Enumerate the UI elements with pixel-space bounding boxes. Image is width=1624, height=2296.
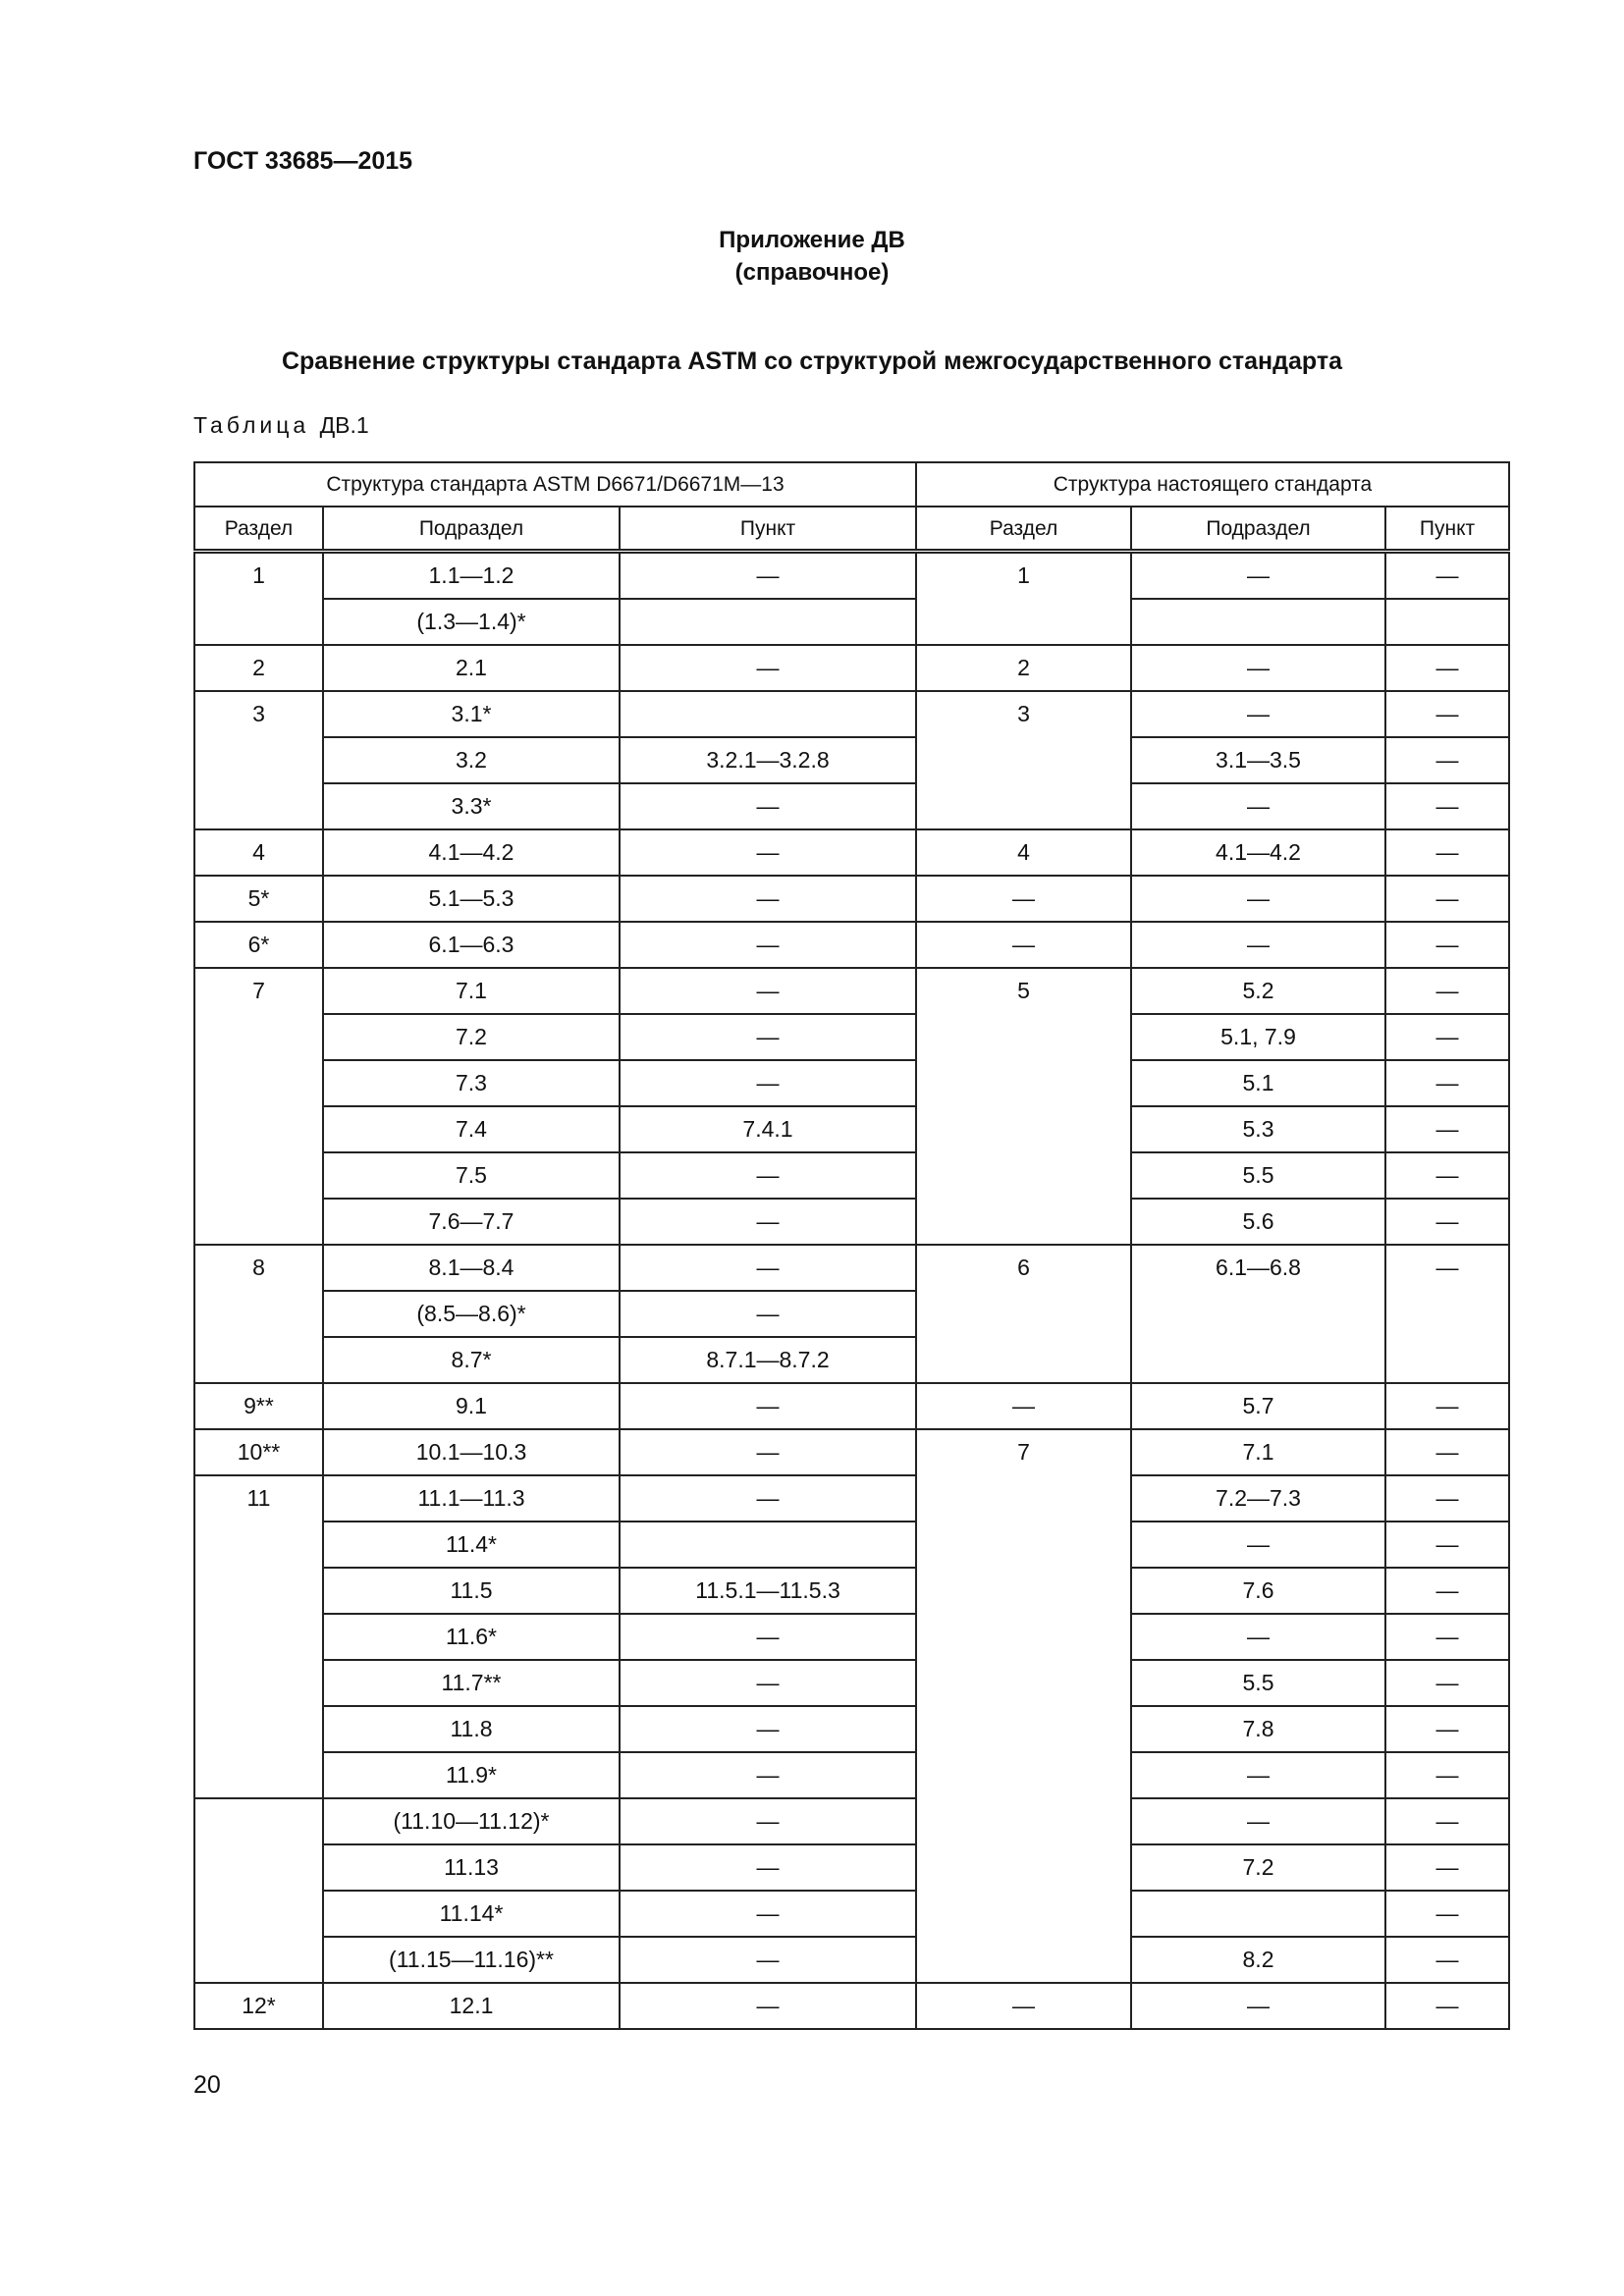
- table-cell: 7.5: [323, 1152, 620, 1199]
- table-row: [194, 1014, 1509, 1060]
- table-cell: —: [1385, 1614, 1509, 1660]
- table-cell: 3.2.1—3.2.8: [620, 737, 916, 783]
- group-header-current: Структура настоящего стандарта: [916, 462, 1509, 507]
- table-cell: 8.1—8.4: [323, 1245, 620, 1291]
- table-cell: [194, 1798, 323, 1983]
- table-row: [194, 1245, 1509, 1291]
- col-header: Пункт: [620, 507, 916, 552]
- table-caption-number: ДВ.1: [319, 412, 369, 438]
- table-cell: —: [620, 968, 916, 1014]
- table-cell: —: [620, 1891, 916, 1937]
- table-cell: —: [620, 1245, 916, 1291]
- table-cell: (8.5—8.6)*: [323, 1291, 620, 1337]
- table-row: [194, 1106, 1509, 1152]
- table-row: [194, 1660, 1509, 1706]
- table-cell: —: [1385, 552, 1509, 600]
- table-row: [194, 1475, 1509, 1522]
- table-cell: —: [620, 1614, 916, 1660]
- table-cell: (11.10—11.12)*: [323, 1798, 620, 1844]
- table-cell: —: [1385, 1937, 1509, 1983]
- table-row: [194, 1152, 1509, 1199]
- table-cell: —: [620, 1798, 916, 1844]
- table-cell: [620, 1522, 916, 1568]
- section-title: Сравнение структуры стандарта ASTM со структурой межгосударственного стандарта: [281, 347, 1342, 375]
- table-cell: (11.15—11.16)**: [323, 1937, 620, 1983]
- table-cell: —: [1385, 1060, 1509, 1106]
- table-cell: —: [1385, 829, 1509, 876]
- table-cell: —: [620, 645, 916, 691]
- table-cell: 10**: [194, 1429, 323, 1475]
- table-cell: —: [1385, 1660, 1509, 1706]
- table-cell: —: [620, 552, 916, 600]
- table-row: [194, 829, 1509, 876]
- table-cell: —: [1131, 1614, 1385, 1660]
- table-cell: 11.6*: [323, 1614, 620, 1660]
- table-cell: 5.2: [1131, 968, 1385, 1014]
- table-cell: 1: [194, 552, 323, 646]
- table-cell: 1: [916, 552, 1131, 646]
- table-row: [194, 552, 1509, 600]
- table-row: [194, 1937, 1509, 1983]
- table-cell: —: [1385, 645, 1509, 691]
- table-cell: 5.1: [1131, 1060, 1385, 1106]
- table-cell: 5.5: [1131, 1152, 1385, 1199]
- table-row: [194, 1983, 1509, 2029]
- table-cell: —: [1385, 1844, 1509, 1891]
- table-cell: —: [1131, 1522, 1385, 1568]
- table-cell: [620, 599, 916, 645]
- table-cell: 3.3*: [323, 783, 620, 829]
- table-cell: —: [620, 783, 916, 829]
- table-cell: 3: [194, 691, 323, 829]
- table-cell: 7.4.1: [620, 1106, 916, 1152]
- table-cell: 8.2: [1131, 1937, 1385, 1983]
- table-cell: —: [1385, 1798, 1509, 1844]
- table-cell: —: [1385, 1199, 1509, 1245]
- table-cell: —: [1385, 691, 1509, 737]
- table-row: [194, 1844, 1509, 1891]
- table-cell: —: [1385, 1475, 1509, 1522]
- table-cell: 4.1—4.2: [1131, 829, 1385, 876]
- table-cell: 7: [916, 1429, 1131, 1983]
- table-cell: —: [620, 1291, 916, 1337]
- table-cell: 5.5: [1131, 1660, 1385, 1706]
- table-row: [194, 1706, 1509, 1752]
- table-cell: —: [1385, 1706, 1509, 1752]
- document-code: ГОСТ 33685—2015: [193, 147, 413, 175]
- table-cell: —: [1385, 737, 1509, 783]
- table-cell: 9.1: [323, 1383, 620, 1429]
- table-cell: 2: [916, 645, 1131, 691]
- table-cell: 11.4*: [323, 1522, 620, 1568]
- table-cell: —: [1385, 1752, 1509, 1798]
- table-cell: —: [1131, 1983, 1385, 2029]
- table-cell: —: [1131, 645, 1385, 691]
- table-cell: 3.1*: [323, 691, 620, 737]
- table-cell: —: [1131, 691, 1385, 737]
- table-cell: —: [1385, 1891, 1509, 1937]
- table-cell: 11.8: [323, 1706, 620, 1752]
- table-cell: —: [620, 829, 916, 876]
- table-cell: 5.7: [1131, 1383, 1385, 1429]
- table-row: [194, 1429, 1509, 1475]
- table-cell: —: [620, 876, 916, 922]
- table-cell: 11.9*: [323, 1752, 620, 1798]
- table-cell: 7.6—7.7: [323, 1199, 620, 1245]
- col-header: Подраздел: [1131, 507, 1385, 552]
- table-cell: —: [1385, 1983, 1509, 2029]
- table-cell: 11.13: [323, 1844, 620, 1891]
- table-cell: 4: [916, 829, 1131, 876]
- table-cell: —: [1131, 1798, 1385, 1844]
- table-cell: 8: [194, 1245, 323, 1383]
- table-cell: (1.3—1.4)*: [323, 599, 620, 645]
- table-cell: 5: [916, 968, 1131, 1245]
- table-row: [194, 1060, 1509, 1106]
- group-header-astm: Структура стандарта ASTM D6671/D6671M—13: [194, 462, 916, 507]
- table-cell: 7.8: [1131, 1706, 1385, 1752]
- table-cell: —: [1131, 552, 1385, 600]
- table-cell: [1385, 599, 1509, 645]
- table-cell: 11.1—11.3: [323, 1475, 620, 1522]
- table-cell: —: [1385, 1106, 1509, 1152]
- table-cell: —: [1385, 1152, 1509, 1199]
- table-cell: —: [1385, 1014, 1509, 1060]
- table-cell: 8.7.1—8.7.2: [620, 1337, 916, 1383]
- table-cell: —: [1385, 968, 1509, 1014]
- table-cell: —: [1385, 1522, 1509, 1568]
- table-caption-word: Таблица: [193, 412, 310, 438]
- table-cell: 6.1—6.8: [1131, 1245, 1385, 1383]
- table-cell: 10.1—10.3: [323, 1429, 620, 1475]
- table-cell: —: [1385, 783, 1509, 829]
- table-cell: —: [620, 1660, 916, 1706]
- table-row: [194, 1568, 1509, 1614]
- table-cell: 6*: [194, 922, 323, 968]
- table-cell: 12.1: [323, 1983, 620, 2029]
- table-cell: —: [916, 1983, 1131, 2029]
- table-cell: 7.2: [1131, 1844, 1385, 1891]
- table-cell: 7.1: [1131, 1429, 1385, 1475]
- annex-subtitle: (справочное): [734, 259, 890, 286]
- table-row: [194, 691, 1509, 737]
- table-cell: —: [1385, 922, 1509, 968]
- table-cell: [1131, 1891, 1385, 1937]
- table-cell: 12*: [194, 1983, 323, 2029]
- table-cell: 1.1—1.2: [323, 552, 620, 600]
- table-cell: 5.6: [1131, 1199, 1385, 1245]
- table-cell: —: [620, 1475, 916, 1522]
- table-cell: —: [1385, 1245, 1509, 1383]
- table-row: [194, 645, 1509, 691]
- col-header: Раздел: [194, 507, 323, 552]
- table-cell: —: [620, 1983, 916, 2029]
- table-cell: —: [620, 922, 916, 968]
- table-cell: [1131, 599, 1385, 645]
- table-row: [194, 599, 1509, 645]
- table-cell: 11.14*: [323, 1891, 620, 1937]
- table-cell: —: [620, 1844, 916, 1891]
- page-number: 20: [193, 2071, 221, 2099]
- table-cell: 7.4: [323, 1106, 620, 1152]
- table-cell: —: [1131, 922, 1385, 968]
- table-row: [194, 922, 1509, 968]
- table-cell: 6: [916, 1245, 1131, 1383]
- table-cell: —: [620, 1199, 916, 1245]
- table-cell: —: [1131, 783, 1385, 829]
- table-cell: 7.6: [1131, 1568, 1385, 1614]
- table-cell: 11.5.1—11.5.3: [620, 1568, 916, 1614]
- annex-title: Приложение ДВ: [719, 227, 905, 253]
- table-cell: —: [1131, 1752, 1385, 1798]
- table-cell: 3: [916, 691, 1131, 829]
- table-cell: —: [1385, 1383, 1509, 1429]
- table-row: [194, 1614, 1509, 1660]
- table-cell: —: [1385, 1568, 1509, 1614]
- table-cell: —: [916, 1383, 1131, 1429]
- table-cell: 7.2: [323, 1014, 620, 1060]
- comparison-table: [193, 461, 1510, 2030]
- table-cell: 3.1—3.5: [1131, 737, 1385, 783]
- table-cell: 4: [194, 829, 323, 876]
- table-cell: 2: [194, 645, 323, 691]
- table-cell: 11.5: [323, 1568, 620, 1614]
- col-header: Пункт: [1385, 507, 1509, 552]
- table-cell: —: [620, 1014, 916, 1060]
- table-cell: 5*: [194, 876, 323, 922]
- table-row: [194, 783, 1509, 829]
- table-row: [194, 1522, 1509, 1568]
- table-row: [194, 1752, 1509, 1798]
- table-cell: —: [620, 1060, 916, 1106]
- table-cell: —: [1385, 1429, 1509, 1475]
- table-cell: 11: [194, 1475, 323, 1798]
- table-row: [194, 1383, 1509, 1429]
- table-cell: —: [916, 922, 1131, 968]
- table-cell: 9**: [194, 1383, 323, 1429]
- table-cell: 11.7**: [323, 1660, 620, 1706]
- col-header: Раздел: [916, 507, 1131, 552]
- table-cell: 2.1: [323, 645, 620, 691]
- table-cell: 5.1—5.3: [323, 876, 620, 922]
- table-cell: —: [620, 1752, 916, 1798]
- table-cell: 7: [194, 968, 323, 1245]
- table-cell: —: [620, 1429, 916, 1475]
- table-row: [194, 1798, 1509, 1844]
- table-cell: 7.2—7.3: [1131, 1475, 1385, 1522]
- table-cell: 4.1—4.2: [323, 829, 620, 876]
- col-header: Подраздел: [323, 507, 620, 552]
- table-cell: —: [620, 1706, 916, 1752]
- table-cell: [620, 691, 916, 737]
- table-row: [194, 1891, 1509, 1937]
- table-row: [194, 876, 1509, 922]
- table-cell: 8.7*: [323, 1337, 620, 1383]
- table-cell: —: [620, 1152, 916, 1199]
- table-cell: 5.1, 7.9: [1131, 1014, 1385, 1060]
- table-cell: 3.2: [323, 737, 620, 783]
- table-cell: —: [620, 1937, 916, 1983]
- table-cell: —: [1131, 876, 1385, 922]
- table-cell: 5.3: [1131, 1106, 1385, 1152]
- table-cell: 6.1—6.3: [323, 922, 620, 968]
- annex-heading: [0, 224, 1624, 289]
- table-row: [194, 1199, 1509, 1245]
- table-caption: [193, 412, 369, 439]
- table-cell: —: [620, 1383, 916, 1429]
- table-cell: —: [1385, 876, 1509, 922]
- table-row: [194, 968, 1509, 1014]
- table-cell: 7.3: [323, 1060, 620, 1106]
- table-cell: 7.1: [323, 968, 620, 1014]
- table-cell: —: [916, 876, 1131, 922]
- table-row: [194, 737, 1509, 783]
